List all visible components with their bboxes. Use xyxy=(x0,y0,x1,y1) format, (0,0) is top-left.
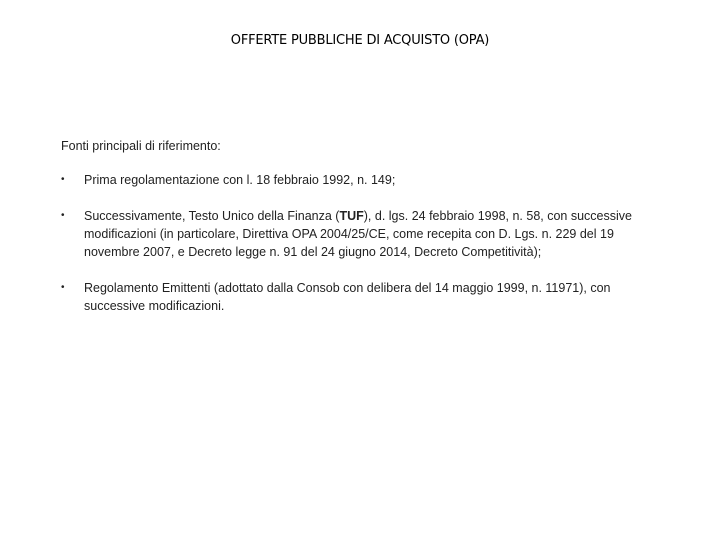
bullet-icon: • xyxy=(61,174,65,185)
bullet-icon: • xyxy=(61,210,65,221)
intro-text: Fonti principali di riferimento: xyxy=(61,139,221,153)
tuf-abbreviation: TUF xyxy=(339,209,364,223)
list-item-text xyxy=(84,209,632,259)
list-item-text: Regolamento Emittenti (adottato dalla Consob con delibera del 14 maggio 1999, n. 11971), con successive modificazioni. xyxy=(84,281,611,313)
list-item xyxy=(61,207,671,261)
list-item-text-start: Successivamente, Testo Unico della Finanza ( xyxy=(84,209,340,223)
list-item-text-end: ), d. lgs. 24 febbraio 1998, n. 58, con successive modificazioni (in particolare, Direttiva OPA 2004/25/CE, come recepita con D. Lgs. n. 229 del 19 novembre 2007, e Decreto legge n. 91 del 24 giugno 2014, Decreto Competitività); xyxy=(84,209,632,259)
list-item xyxy=(61,171,671,189)
sources-list xyxy=(61,171,671,333)
list-item xyxy=(61,279,671,315)
page-title: OFFERTE PUBBLICHE DI ACQUISTO (OPA) xyxy=(230,33,490,48)
bullet-icon: • xyxy=(61,282,65,293)
list-item-text: Prima regolamentazione con l. 18 febbraio 1992, n. 149; xyxy=(84,173,396,187)
